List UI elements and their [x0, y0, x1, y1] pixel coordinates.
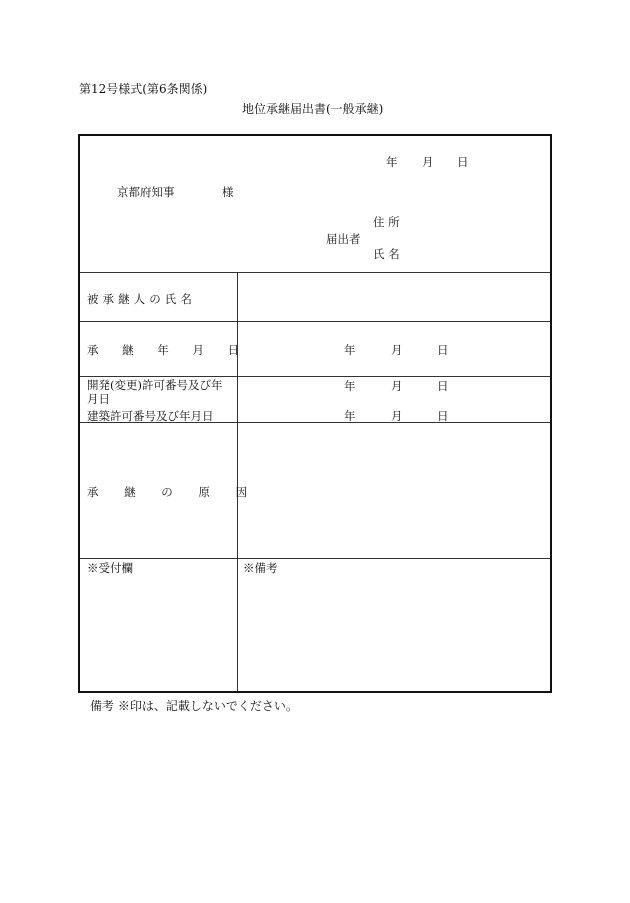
notifier-label: 届出者 [326, 232, 361, 246]
top-date-year: 年 [386, 155, 398, 169]
permit-month-1: 月 [391, 379, 403, 393]
footer-note: 備考 ※印は、記載しないでください。 [90, 699, 298, 713]
row-divider [80, 272, 550, 273]
permit-day-1: 日 [437, 379, 449, 393]
column-divider [237, 273, 238, 691]
permit-year-2: 年 [344, 409, 356, 423]
permit-month-2: 月 [391, 409, 403, 423]
row-divider [80, 558, 550, 559]
succession-date-label [87, 342, 240, 358]
succession-date-year: 年 [344, 343, 356, 357]
remarks-label: ※備考 [243, 561, 278, 575]
document-title: 地位承継届出書(一般承継) [242, 102, 384, 116]
honorific: 様 [222, 185, 234, 199]
form-table [78, 134, 552, 693]
top-date-day: 日 [457, 155, 469, 169]
address-label: 住 所 [373, 215, 400, 229]
permit-year-1: 年 [344, 379, 356, 393]
succession-date-label-text: 承 継 年 月 日 [87, 343, 240, 357]
row-divider [80, 321, 550, 322]
permit-day-2: 日 [437, 409, 449, 423]
permit-label-1: 開発(変更)許可番号及び年月日 [87, 378, 223, 406]
addressee: 京都府知事 [117, 185, 175, 199]
name-label: 氏 名 [373, 247, 400, 261]
permit-label-2: 建築許可番号及び年月日 [87, 409, 214, 423]
predecessor-name-label: 被 承 継 人 の 氏 名 [87, 292, 193, 306]
reception-label: ※受付欄 [87, 561, 133, 575]
succession-date-day: 日 [437, 343, 449, 357]
form-number: 第12号様式(第6条関係) [79, 82, 208, 96]
cause-label-text: 承 継 の 原 因 [87, 485, 248, 499]
succession-date-month: 月 [391, 343, 403, 357]
row-divider [80, 422, 550, 423]
row-divider [80, 376, 550, 377]
cause-label [87, 484, 247, 500]
top-date-month: 月 [422, 155, 434, 169]
